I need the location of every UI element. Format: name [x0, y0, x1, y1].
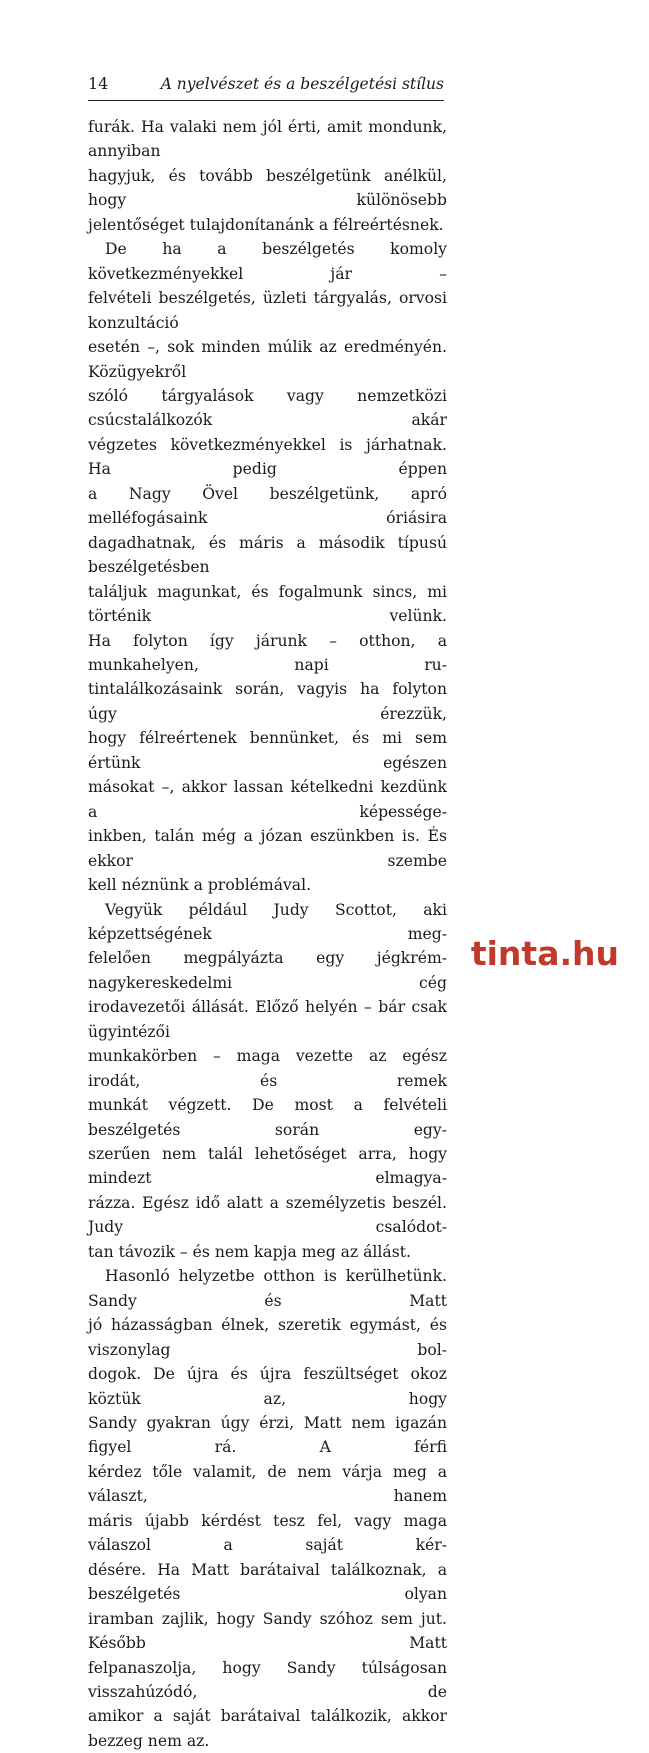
running-header: [88, 73, 444, 101]
text-line: máris újabb kérdést tesz fel, vagy maga válaszol a saját kér-: [88, 1511, 447, 1555]
running-title: A nyelvészet és a beszélgetési stílus: [160, 75, 444, 93]
text-line: a Nagy Övel beszélgetünk, apró melléfogásaink óriásira: [88, 484, 447, 528]
text-line: munkakörben – maga vezette az egész irodát, és remek: [88, 1047, 447, 1090]
text-line: hagyjuk, és tovább beszélgetünk anélkül, hogy különösebb: [88, 166, 447, 210]
text-line: inkben, talán még a józan eszünkben is. És ekkor szembe: [88, 827, 447, 870]
text-line: kell néznünk a problémával.: [88, 876, 312, 895]
text-line: találjuk magunkat, és fogalmunk sincs, mi történik velünk.: [88, 582, 447, 626]
page-number: 14: [88, 74, 109, 93]
text-line: De ha a beszélgetés komoly következményekkel jár –: [88, 240, 447, 283]
text-line: Sandy gyakran úgy érzi, Matt nem igazán figyel rá. A férfi: [88, 1414, 447, 1457]
text-line: jelentőséget tulajdonítanánk a félreértésnek.: [88, 215, 444, 234]
text-line: Vegyük például Judy Scottot, aki képzettségének meg-: [88, 900, 447, 943]
text-line: rázza. Egész idő alatt a személyzetis beszél. Judy csalódot-: [88, 1193, 447, 1237]
text-line: felpanaszolja, hogy Sandy túlságosan visszahúzódó, de: [88, 1658, 447, 1701]
text-line: jó házasságban élnek, szeretik egymást, és viszonylag bol-: [88, 1316, 447, 1359]
text-line: hogy félreértenek bennünket, és mi sem értünk egészen: [88, 729, 447, 772]
text-line: amikor a saját barátaival találkozik, akkor bezzeg nem az.: [88, 1707, 447, 1750]
text-line: tan távozik – és nem kapja meg az állást.: [88, 1242, 411, 1261]
text-line: irodavezetői állását. Előző helyén – bár csak ügyintézői: [88, 998, 447, 1041]
body-text: [88, 115, 447, 1753]
watermark-logo: tinta.hu: [470, 934, 619, 973]
text-line: iramban zajlik, hogy Sandy szóhoz sem jut. Később Matt: [88, 1609, 447, 1653]
text-line: kérdez tőle valamit, de nem várja meg a választ, hanem: [88, 1462, 447, 1506]
text-line: munkát végzett. De most a felvételi beszélgetés során egy-: [88, 1096, 447, 1139]
text-line: felelően megpályázta egy jégkrém-nagykereskedelmi cég: [88, 949, 447, 992]
text-line: felvételi beszélgetés, üzleti tárgyalás, orvosi konzultáció: [88, 289, 447, 332]
text-line: szóló tárgyalások vagy nemzetközi csúcstalálkozók akár: [88, 386, 447, 430]
text-line: szerűen nem talál lehetőséget arra, hogy mindezt elmagya-: [88, 1145, 447, 1188]
text-line: dagadhatnak, és máris a második típusú beszélgetésben: [88, 533, 447, 577]
text-line: tintalálkozásaink során, vagyis ha folyton úgy érezzük,: [88, 680, 447, 723]
text-line: dogok. De újra és újra feszültséget okoz köztük az, hogy: [88, 1365, 447, 1408]
text-line: désére. Ha Matt barátaival találkoznak, a beszélgetés olyan: [88, 1560, 447, 1604]
text-line: furák. Ha valaki nem jól érti, amit mondunk, annyiban: [88, 118, 447, 161]
text-line: másokat –, akkor lassan kételkedni kezdünk a képessége-: [88, 778, 447, 821]
text-line: esetén –, sok minden múlik az eredményén. Közügyekről: [88, 338, 447, 381]
text-line: Hasonló helyzetbe otthon is kerülhetünk. Sandy és Matt: [88, 1267, 447, 1310]
text-line: végzetes következményekkel is járhatnak. Ha pedig éppen: [88, 435, 447, 479]
text-line: Ha folyton így járunk – otthon, a munkahelyen, napi ru-: [88, 631, 447, 674]
